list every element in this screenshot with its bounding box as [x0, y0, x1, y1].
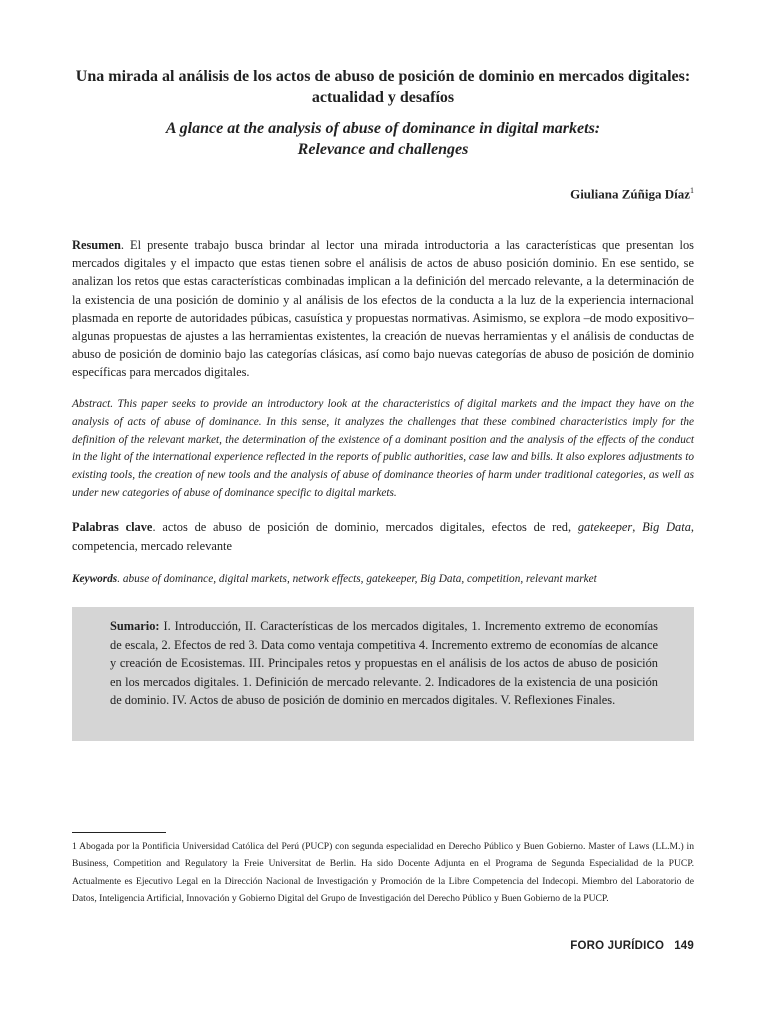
author-footnote-mark: 1	[690, 186, 694, 195]
page-number: 149	[674, 940, 694, 952]
journal-name: FORO JURÍDICO	[570, 940, 665, 952]
english-title	[72, 118, 694, 160]
resumen-text: . El presente trabajo busca brindar al lector una mirada introductoria a las características que presentan los mercados digitales y el impacto que estas tienen sobre el análisis de actos de abuso posición dominio. En ese sentido, se analizan los retos que estas características combinadas implican a la definición del mercado relevante, a la determinación de la existencia de una posición de dominio y al análisis de los efectos de la conducta a la luz de la experiencia internacional plasmada en reporte de autoridades púbicas, casuística y propuestas normativas. Asimismo, se explora –de modo expositivo– algunas propuestas de ajustes a las herramientas existentes, la creación de nuevas herramientas y el análisis de conductas de abuso de posición de dominio bajo las categorías clásicas, así como bajo nuevas categorías de abuso de posición de dominio específicas para mercados digitales.	[72, 238, 694, 380]
footnote-text: 1 Abogada por la Pontificia Universidad Católica del Perú (PUCP) con segunda especialidad en Derecho Público y Buen Gobierno. Master of Laws (LL.M.) in Business, Competition and Regulatory la Freie Universitat de Berlin. Ha sido Docente Adjunta en el Programa de Segunda Especialidad de la PUCP. Actualmente es Ejecutivo Legal en la Dirección Nacional de Investigación y Promoción de la Libre Competencia del Indecopi. Miembro del Laboratorio de Datos, Inteligencia Artificial, Innovación y Gobierno Digital del Grupo de Investigación del Derecho Público y Buen Gobierno de la PUCP.	[72, 841, 694, 905]
abstract-paragraph: Abstract. This paper seeks to provide an introductory look at the characteristics of digital markets and the impact they have on the analysis of acts of abuse of dominance. In this sense, it analyzes the challenges that these combined characteristics imply for the definition of the relevant market, the determination of the existence of a dominant position and the analysis of the effects of the conduct in the light of the international experience reflected in the reports of public authorities, case law and bills. It also explores adjustments to existing tools, the creation of new tools and the analysis of abuse of dominance theories of harm under traditional categories, as well as under new categories of abuse of dominance specific to digital markets.	[72, 398, 694, 499]
resumen-paragraph	[72, 236, 694, 382]
author-text: Giuliana Zúñiga Díaz	[570, 186, 690, 202]
palabras-clave-gatekeeper: gatekeeper	[577, 520, 633, 534]
palabras-clave-big-data: Big Data	[642, 520, 691, 534]
keywords-text: . abuse of dominance, digital markets, network effects, gatekeeper, Big Data, competition, relevant market	[117, 573, 597, 585]
palabras-clave-text-after: , competencia, mercado relevante	[72, 520, 694, 553]
resumen-label: Resumen	[72, 238, 121, 252]
author-name	[570, 186, 694, 202]
palabras-clave-text-before: . actos de abuso de posición de dominio, mercados digitales, efectos de red,	[152, 520, 578, 534]
keywords-paragraph	[72, 570, 694, 588]
spanish-title: Una mirada al análisis de los actos de abuso de posición de dominio en mercados digitales: actualidad y desafíos	[75, 68, 691, 106]
palabras-clave-label: Palabras clave	[72, 520, 153, 534]
page-footer	[570, 940, 694, 952]
sumario-label: Sumario:	[110, 619, 160, 633]
keywords-label: Keywords	[72, 573, 118, 585]
english-title-line-2: Relevance and challenges	[297, 141, 469, 158]
english-title-line-1: A glance at the analysis of abuse of dominance in digital markets:	[165, 120, 601, 137]
palabras-clave-paragraph	[72, 518, 694, 556]
footnote-divider	[72, 832, 166, 833]
palabras-clave-comma: ,	[632, 520, 643, 534]
sumario-text: I. Introducción, II. Características de los mercados digitales, 1. Incremento extremo de economías de escala, 2. Efectos de red 3. Data como ventaja competitiva 4. Incremento extremo de economías de alcance y creación de Ecosistemas. III. Principales retos y propuestas en el análisis de los actos de abuso de posición en los mercados digitales. 1. Definición de mercado relevante. 2. Indicadores de la existencia de una posición de dominio. IV. Actos de abuso de posición de dominio en mercados digitales. V. Reflexiones Finales.	[110, 619, 658, 708]
sumario-paragraph	[110, 617, 658, 710]
sumario-box	[72, 607, 694, 741]
